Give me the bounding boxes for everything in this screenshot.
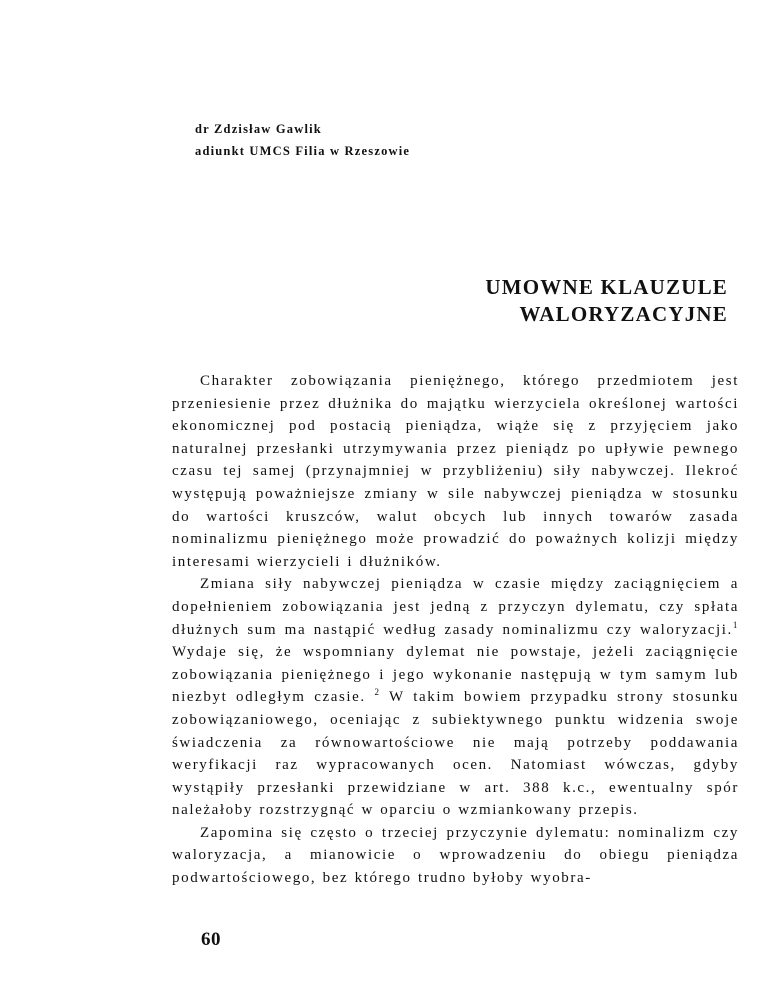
article-body	[172, 370, 739, 890]
footnote-ref-1: 1	[732, 619, 739, 630]
paragraph-2-part-1: Zmiana siły nabywczej pieniądza w czasie między zaciągnięciem a dopełnieniem zobowiązania jest jedną z przyczyn dylematu, czy spłata dłużnych sum ma nastąpić według zasady nominalizmu czy waloryzacji.	[172, 576, 739, 638]
paragraph-3: Zapomina się często o trzeciej przyczynie dylematu: nominalizm czy waloryzacja, a mianowicie o wprowadzeniu do obiegu pieniądza podwartościowego, bez którego trudno byłoby wyobra-	[172, 824, 739, 887]
paragraph-1: Charakter zobowiązania pieniężnego, którego przedmiotem jest przeniesienie przez dłużnika do majątku wierzyciela określonej wartości ekonomicznej pod postacią pieniądza, wiąże się z przyjęciem jako naturalnej przesłanki utrzymywania przez pieniądz po upływie pewnego czasu tej samej (przynajmniej w przybliżeniu) siły nabywczej. Ilekroć występują poważniejsze zmiany w sile nabywczej pieniądza w stosunku do wartości kruszców, walut obcych lub innych towarów zasada nominalizmu pieniężnego może prowadzić do poważnych kolizji między interesami wierzycieli i dłużników.	[172, 373, 739, 570]
title-line-2: WALORYZACYJNE	[519, 302, 728, 326]
author-block	[195, 118, 410, 162]
paragraph-2-part-3: W takim bowiem przypadku strony stosunku zobowiązaniowego, oceniając z subiektywnego punktu widzenia swoje świadczenia za równowartościowe nie mają potrzeby poddawania weryfikacji raz wypracowanych ocen. Natomiast wówczas, gdyby wystąpiły przesłanki przewidziane w art. 388 k.c., ewentualny spór należałoby rozstrzygnąć w oparciu o wzmiankowany przepis.	[172, 689, 739, 819]
page-number: 60	[201, 929, 221, 950]
footnote-ref-2: 2	[374, 687, 381, 698]
paragraph-2	[172, 573, 739, 822]
paragraph-2-part-2: Wydaje się, że wspomniany dylemat nie powstaje, jeżeli zaciągnięcie zobowiązania pieniężnego i jego wykonanie następują w tym samym lub niezbyt odległym czasie.	[172, 644, 739, 706]
title-line-1: UMOWNE KLAUZULE	[485, 275, 728, 299]
author-affiliation: adiunkt UMCS Filia w Rzeszowie	[195, 144, 411, 158]
author-name: dr Zdzisław Gawlik	[195, 122, 322, 136]
article-title	[485, 274, 728, 328]
